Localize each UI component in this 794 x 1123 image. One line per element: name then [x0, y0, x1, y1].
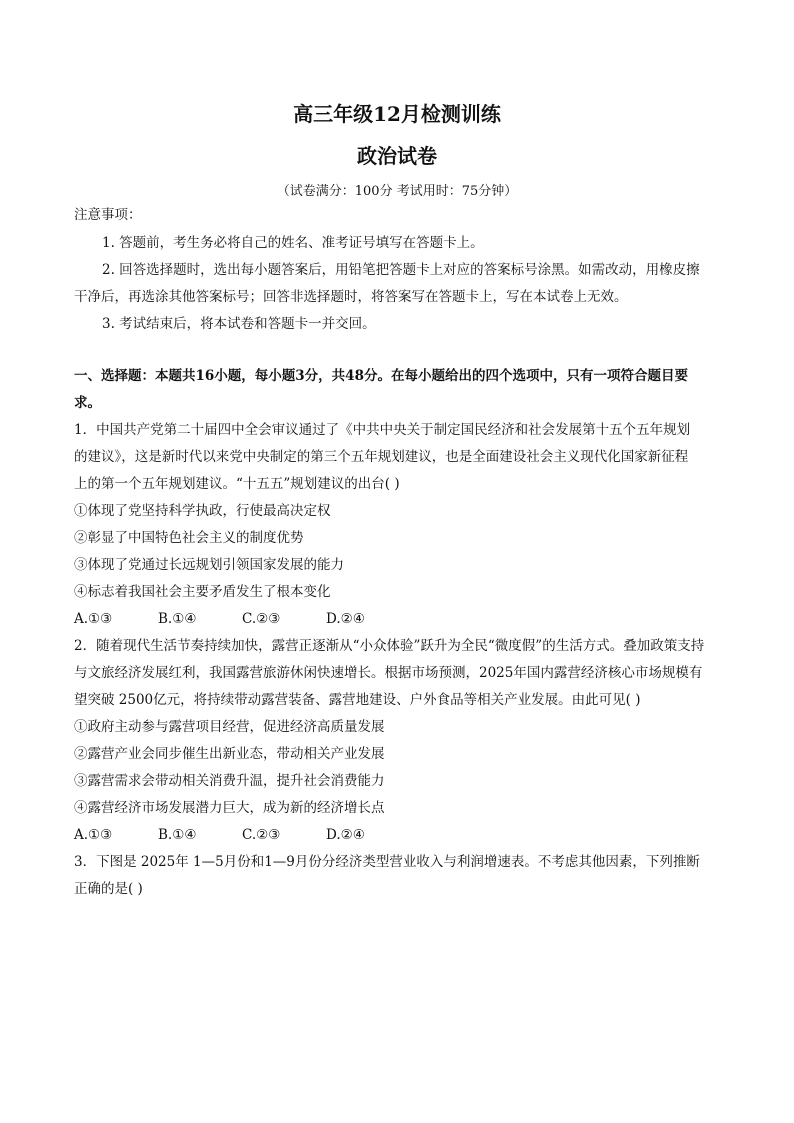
option-a: A.①③	[74, 611, 113, 627]
option-b: B.①④	[158, 827, 197, 843]
question-1-statement: ①体现了党坚持科学执政，行使最高决定权	[74, 503, 331, 519]
question-1-text: 1．中国共产党第二十届四中全会审议通过了《中共中央关于制定国民经济和社会发展第十五个五年规划	[74, 422, 691, 438]
question-1-text: 的建议》，这是新时代以来党中央制定的第三个五年规划建议，也是全面建设社会主义现代化国家新征程	[74, 449, 689, 465]
question-2-statement: ③露营需求会带动相关消费升温，提升社会消费能力	[74, 773, 385, 789]
option-c: C.②③	[242, 827, 281, 843]
notice-heading: 注意事项：	[74, 207, 142, 223]
question-2-text: 望突破 2500亿元，将持续带动露营装备、露营地建设、户外食品等相关产业发展。由此可见( )	[74, 692, 641, 708]
option-d: D.②④	[326, 827, 365, 843]
option-a: A.①③	[74, 827, 113, 843]
question-1-statement: ②彰显了中国特色社会主义的制度优势	[74, 530, 304, 546]
section-heading-cont: 求。	[74, 395, 101, 411]
question-1-statement: ③体现了党通过长远规划引领国家发展的能力	[74, 557, 344, 573]
exam-title: 高三年级12月检测训练	[293, 102, 501, 126]
notice-item: 3. 考试结束后，将本试卷和答题卡一并交回。	[102, 316, 376, 332]
question-3-text: 3．下图是 2025年 1—5月份和1—9月份分经济类型营业收入与利润增速表。不考虑其他因素，下列推断	[74, 854, 700, 870]
question-2-text: 与文旅经济发展红利，我国露营旅游休闲快速增长。根据市场预测，2025年国内露营经济核心市场规模有	[74, 665, 703, 681]
question-3-text: 正确的是( )	[74, 881, 143, 897]
section-heading: 一、选择题：本题共16小题，每小题3分，共48分。在每小题给出的四个选项中，只有一项符合题目要	[74, 368, 688, 384]
question-1-options	[74, 609, 726, 629]
question-1-statement: ④标志着我国社会主要矛盾发生了根本变化	[74, 584, 331, 600]
option-c: C.②③	[242, 611, 281, 627]
option-b: B.①④	[158, 611, 197, 627]
question-2-text: 2．随着现代生活节奏持续加快，露营正逐渐从“小众体验”跃升为全民“微度假”的生活方式。叠加政策支持	[74, 638, 705, 654]
question-1-text: 上的第一个五年规划建议。“十五五”规划建议的出台( )	[74, 476, 400, 492]
exam-meta: （试卷满分：100分 考试用时：75分钟）	[276, 184, 518, 199]
option-d: D.②④	[326, 611, 365, 627]
notice-item: 干净后，再选涂其他答案标号；回答非选择题时，将答案写在答题卡上，写在本试卷上无效。	[74, 289, 628, 305]
exam-subject: 政治试卷	[357, 144, 437, 168]
question-2-options	[74, 825, 726, 845]
question-2-statement: ②露营产业会同步催生出新业态，带动相关产业发展	[74, 746, 385, 762]
notice-item: 2. 回答选择题时，选出每小题答案后，用铅笔把答题卡上对应的答案标号涂黑。如需改动，用橡皮擦	[102, 262, 700, 278]
question-2-statement: ①政府主动参与露营项目经营，促进经济高质量发展	[74, 719, 385, 735]
question-2-statement: ④露营经济市场发展潜力巨大，成为新的经济增长点	[74, 800, 385, 816]
notice-item: 1. 答题前，考生务必将自己的姓名、准考证号填写在答题卡上。	[102, 235, 484, 251]
